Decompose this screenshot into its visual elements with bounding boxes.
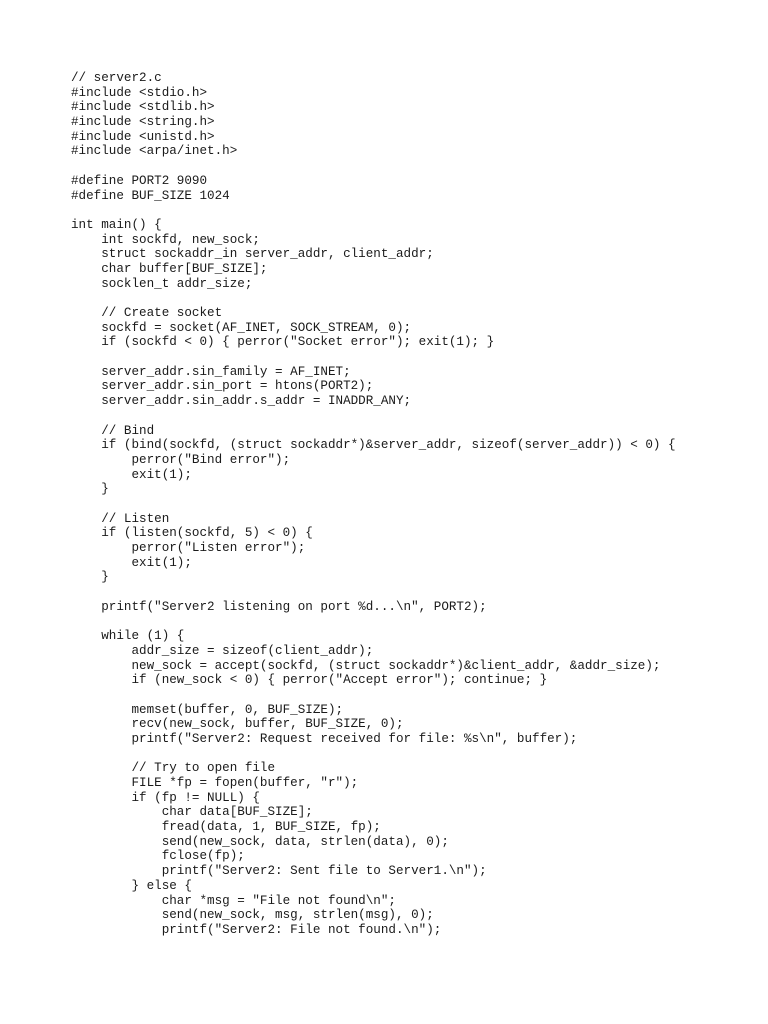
code-line: memset(buffer, 0, BUF_SIZE); bbox=[71, 702, 344, 717]
code-line: struct sockaddr_in server_addr, client_addr; bbox=[71, 247, 434, 262]
code-line: if (new_sock < 0) { perror("Accept error"); continue; } bbox=[71, 673, 548, 688]
code-line: send(new_sock, data, strlen(data), 0); bbox=[71, 834, 449, 849]
code-line: #define BUF_SIZE 1024 bbox=[71, 188, 230, 203]
code-line: #include <stdio.h> bbox=[71, 85, 208, 100]
code-line: sockfd = socket(AF_INET, SOCK_STREAM, 0); bbox=[71, 320, 412, 335]
code-line: int sockfd, new_sock; bbox=[71, 232, 260, 247]
code-line: char data[BUF_SIZE]; bbox=[71, 805, 313, 820]
code-line: fclose(fp); bbox=[71, 849, 245, 864]
code-line: perror("Listen error"); bbox=[71, 541, 306, 555]
code-line: // Listen bbox=[71, 511, 170, 526]
code-line bbox=[71, 159, 676, 174]
code-line: #include <string.h> bbox=[71, 115, 215, 130]
code-line: // Bind bbox=[71, 423, 155, 438]
code-line: exit(1); bbox=[71, 555, 192, 570]
code-line: fread(data, 1, BUF_SIZE, fp); bbox=[71, 820, 381, 835]
code-line: server_addr.sin_family = AF_INET; bbox=[71, 364, 351, 379]
code-line: addr_size = sizeof(client_addr); bbox=[71, 643, 374, 658]
code-line bbox=[71, 497, 676, 512]
code-line: new_sock = accept(sockfd, (struct sockaddr*)&client_addr, &addr_size); bbox=[71, 658, 661, 673]
code-line bbox=[71, 409, 676, 424]
code-line: #include <arpa/inet.h> bbox=[71, 144, 238, 159]
code-line: printf("Server2 listening on port %d...\n", PORT2); bbox=[71, 599, 487, 614]
code-line: // Try to open file bbox=[71, 761, 276, 776]
code-line bbox=[71, 350, 676, 365]
code-line: if (fp != NULL) { bbox=[71, 790, 260, 805]
code-line: #define PORT2 9090 bbox=[71, 173, 208, 188]
code-line bbox=[71, 585, 676, 600]
code-line bbox=[71, 614, 676, 629]
code-line: recv(new_sock, buffer, BUF_SIZE, 0); bbox=[71, 717, 404, 732]
source-code-block bbox=[71, 71, 676, 938]
code-line: exit(1); bbox=[71, 467, 192, 482]
code-line: if (bind(sockfd, (struct sockaddr*)&server_addr, sizeof(server_addr)) < 0) { bbox=[71, 438, 676, 453]
code-line: server_addr.sin_addr.s_addr = INADDR_ANY; bbox=[71, 394, 412, 409]
code-line: printf("Server2: Sent file to Server1.\n"); bbox=[71, 864, 487, 879]
code-line: server_addr.sin_port = htons(PORT2); bbox=[71, 379, 374, 394]
code-line: int main() { bbox=[71, 217, 162, 232]
code-line: perror("Bind error"); bbox=[71, 452, 291, 467]
code-line: // Create socket bbox=[71, 306, 223, 320]
code-line: printf("Server2: File not found.\n"); bbox=[71, 922, 442, 937]
code-line: } bbox=[71, 570, 109, 585]
code-line: if (listen(sockfd, 5) < 0) { bbox=[71, 526, 313, 541]
code-line: } bbox=[71, 482, 109, 497]
code-line: #include <unistd.h> bbox=[71, 129, 215, 144]
code-line: socklen_t addr_size; bbox=[71, 276, 253, 291]
code-line bbox=[71, 203, 676, 218]
code-line: #include <stdlib.h> bbox=[71, 100, 215, 115]
code-line: char *msg = "File not found\n"; bbox=[71, 893, 396, 908]
code-line: FILE *fp = fopen(buffer, "r"); bbox=[71, 776, 359, 790]
code-line bbox=[71, 291, 676, 306]
code-line: } else { bbox=[71, 878, 192, 893]
code-line: send(new_sock, msg, strlen(msg), 0); bbox=[71, 908, 434, 923]
code-line: char buffer[BUF_SIZE]; bbox=[71, 261, 268, 276]
code-line: printf("Server2: Request received for file: %s\n", buffer); bbox=[71, 731, 578, 746]
code-line: if (sockfd < 0) { perror("Socket error"); exit(1); } bbox=[71, 335, 495, 350]
code-line bbox=[71, 688, 676, 703]
code-line: // server2.c bbox=[71, 71, 162, 85]
code-line: while (1) { bbox=[71, 629, 185, 644]
code-line bbox=[71, 747, 676, 762]
